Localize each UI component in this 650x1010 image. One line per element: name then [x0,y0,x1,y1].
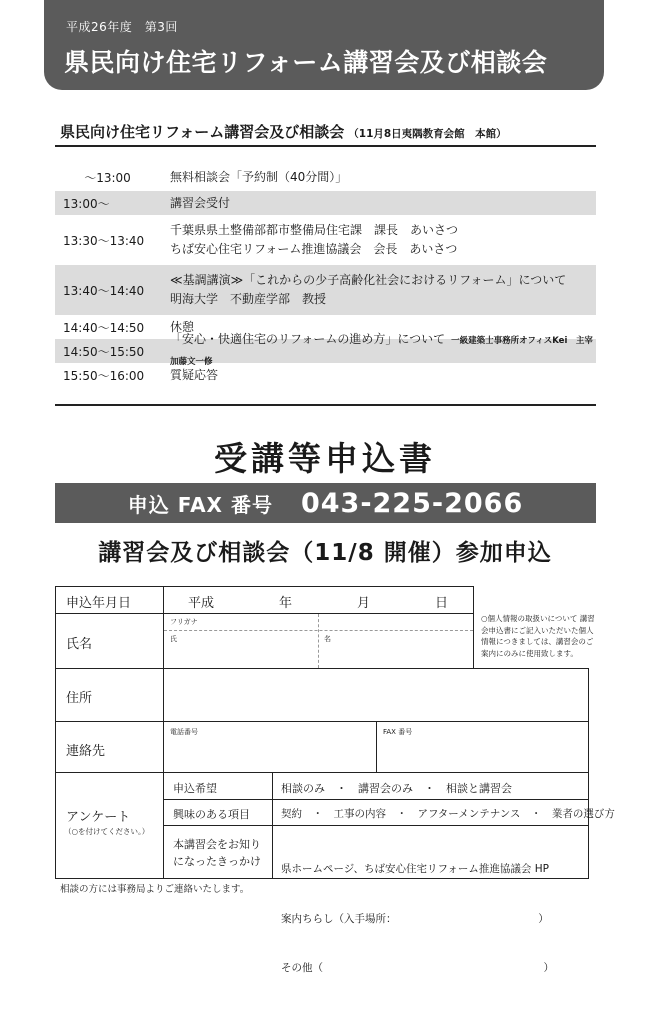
address-label-cell [55,668,164,722]
survey-note: （○を付けてください。） [64,827,150,836]
schedule-top-rule [55,145,596,147]
fax-label: 申込 FAX 番号 [127,492,273,517]
schedule-row [55,265,596,315]
year-line: 平成26年度 第3回 [66,20,178,34]
schedule-time: 14:40～14:50 [63,320,145,335]
schedule-desc-line: ちば安心住宅リフォーム推進協議会 会長 あいさつ [170,242,458,256]
q1-options[interactable] [272,772,589,800]
schedule-desc-line: 明海大学 不動産学部 教授 [170,292,327,306]
form-title: 受講等申込書 [214,439,436,478]
survey-label-cell [55,772,164,879]
q1-label: 申込希望 [173,782,217,795]
fax-field-label: FAX 番号 [383,728,413,736]
q3-label-line: になったきっかけ [173,855,261,868]
name-divider [318,614,319,668]
q3-option: 県ホームページ、ちば安心住宅リフォーム推進協議会 HP [281,863,549,875]
schedule-time: 15:50～16:00 [63,368,145,383]
schedule-desc-line: 「安心・快適住宅のリフォームの進め方」について [170,332,446,346]
q2-options[interactable] [272,799,615,826]
phone-label: 電話番号 [170,728,198,736]
q1-options-text: 相談のみ ・ 講習会のみ ・ 相談と講習会 [281,782,512,795]
schedule-desc: 質疑応答 [170,367,219,382]
fax-number: 043-225-2066 [300,487,524,519]
schedule-table [55,163,602,387]
schedule-time: 13:30～13:40 [63,233,145,248]
schedule-desc-line: 千葉県県土整備部都市整備局住宅課 課長 あいさつ [170,223,459,237]
q3-options-text [281,828,554,1010]
date-label: 申込年月日 [66,596,132,611]
schedule-heading [60,121,595,142]
schedule-time: 14:50～15:50 [63,344,145,359]
schedule-desc: 講習会受付 [170,195,231,210]
contact-label-cell [55,721,164,773]
schedule-row [55,163,596,191]
schedule-desc [170,271,596,309]
address-field[interactable] [163,668,589,722]
date-value: 平成 年 月 日 [188,596,449,611]
q2-label-cell [163,799,273,826]
schedule-heading-note: （11月8日夷隅教育会館 本館） [348,128,507,140]
schedule-row [55,332,602,367]
fax-bar [55,483,596,523]
schedule-heading-text: 県民向け住宅リフォーム講習会及び相談会 [60,123,345,141]
schedule-desc: 休憩 [170,319,195,334]
schedule-time: ～13:00 [84,170,131,185]
schedule-desc: 無料相談会「予約制（40分間）」 [170,169,348,184]
sei-label: 氏 [170,635,177,643]
schedule-time: 13:00～ [63,196,110,211]
schedule-desc [170,221,596,259]
schedule-bottom-rule [55,404,596,406]
q3-options[interactable] [272,825,589,974]
privacy-note: ○個人情報の取扱いについて 講習会申込書にご記入いただいた個人情報につきましては、講習会のご案内にのみに使用致します。 [481,614,595,658]
q2-options-text: 契約 ・ 工事の内容 ・ アフターメンテナンス ・ 業者の選び方 [281,808,615,820]
schedule-row [55,215,596,265]
q1-label-cell [163,772,273,800]
name-label: 氏名 [66,637,93,652]
schedule-desc-line: ≪基調講演≫「これからの少子高齢化社会におけるリフォーム」について [170,273,567,287]
date-label-cell [55,586,164,614]
name-label-cell [55,613,164,669]
furigana-label: フリガナ [170,618,198,626]
fax-field[interactable] [376,721,589,773]
date-field[interactable] [163,586,474,614]
schedule-row [55,191,596,215]
q2-label: 興味のある項目 [173,808,250,821]
contact-label: 連絡先 [66,744,106,759]
q3-option: その他（ ） [281,962,554,974]
q3-label [173,836,261,870]
survey-label: アンケート [66,810,131,825]
footer-note: 相談の方には事務局よりご連絡いたします。 [60,884,250,895]
name-field[interactable] [163,613,474,669]
mei-label: 名 [324,635,331,643]
schedule-speaker: 一級建築士事務所オフィスKei 主宰 加藤文一修 [170,336,602,367]
phone-field[interactable] [163,721,377,773]
q3-label-cell [163,825,273,879]
schedule-time: 13:40～14:40 [63,283,145,298]
banner-title: 県民向け住宅リフォーム講習会及び相談会 [64,48,548,77]
q3-label-line: 本講習会をお知り [173,838,261,851]
address-label: 住所 [66,691,93,706]
q3-option: 案内ちらし（入手場所： ） [281,912,549,925]
header-banner [44,0,604,90]
registration-title: 講習会及び相談会（11/8 開催）参加申込 [98,540,552,566]
schedule-row [55,363,596,387]
